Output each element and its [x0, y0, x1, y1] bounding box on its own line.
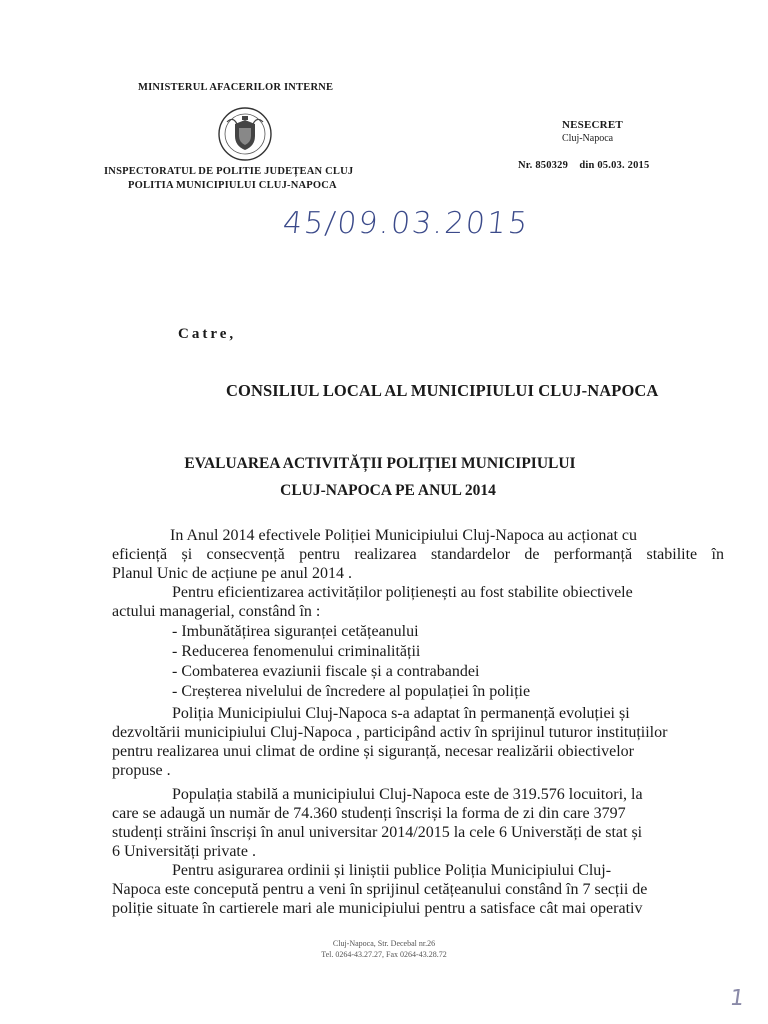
- police-crest-icon: [213, 106, 277, 162]
- inspectorate-name: INSPECTORATUL DE POLITIE JUDEȚEAN CLUJ: [104, 166, 354, 177]
- paragraph-3-line-2: dezvoltării municipiului Cluj-Napoca , participând activ în sprijinul tuturor instituțiilor: [112, 724, 668, 741]
- document-title-line-1: EVALUAREA ACTIVITĂȚII POLIȚIEI MUNICIPIULUI: [184, 455, 576, 472]
- header-city: Cluj-Napoca: [562, 133, 614, 144]
- paragraph-3-line-3: pentru realizarea unui climat de ordine și siguranță, necesar realizării obiectivelor: [112, 743, 634, 760]
- classification-label: NESECRET: [562, 119, 623, 131]
- police-name: POLITIA MUNICIPIULUI CLUJ-NAPOCA: [128, 180, 337, 191]
- addressee-council: CONSILIUL LOCAL AL MUNICIPIULUI CLUJ-NAPOCA: [226, 381, 659, 400]
- objective-item: - Combaterea evaziunii fiscale și a contrabandei: [172, 663, 480, 680]
- paragraph-5-line-2: Napoca este concepută pentru a veni în sprijinul cetățeanului constând în 7 secții de: [112, 881, 648, 898]
- document-number: Nr. 850329 din 05.03. 2015: [518, 160, 650, 171]
- paragraph-4-line-2: care se adaugă un număr de 74.360 studenți înscriși la forma de zi din care 3797: [112, 805, 626, 822]
- footer-phone: Tel. 0264-43.27.27, Fax 0264-43.28.72: [321, 950, 447, 959]
- ministry-name: MINISTERUL AFACERILOR INTERNE: [138, 82, 334, 93]
- objective-item: - Reducerea fenomenului criminalității: [172, 643, 421, 660]
- objective-item: - Imbunătățirea siguranței cetățeanului: [172, 623, 419, 640]
- paragraph-2-line-1: Pentru eficientizarea activităților polițienești au fost stabilite obiectivele: [172, 584, 633, 601]
- paragraph-1-line-3: Planul Unic de acțiune pe anul 2014 .: [112, 565, 352, 582]
- paragraph-1-line-2: eficiență și consecvență pentru realizarea standardelor de performanță stabilite în: [112, 546, 724, 563]
- objective-item: - Creșterea nivelului de încredere al populației în poliție: [172, 683, 531, 700]
- paragraph-3-line-4: propuse .: [112, 762, 171, 779]
- document-title-line-2: CLUJ-NAPOCA PE ANUL 2014: [280, 482, 496, 499]
- addressee-salutation: Catre,: [178, 326, 237, 342]
- paragraph-5-line-1: Pentru asigurarea ordinii și liniștii publice Poliția Municipiului Cluj-: [172, 862, 612, 879]
- paragraph-4-line-1: Populația stabilă a municipiului Cluj-Napoca este de 319.576 locuitori, la: [172, 786, 643, 803]
- paragraph-5-line-3: poliție situate în cartierele mari ale municipiului pentru a satisface cât mai operativ: [112, 900, 643, 917]
- footer-address: Cluj-Napoca, Str. Decebal nr.26: [332, 939, 436, 948]
- paragraph-1-line-1: In Anul 2014 efectivele Poliției Municipiului Cluj-Napoca au acționat cu: [170, 527, 637, 544]
- paragraph-4-line-3: studenți străini înscriși în anul universitar 2014/2015 la cele 6 Universtăți de stat și: [112, 824, 643, 841]
- handwritten-page-number: 1: [728, 986, 746, 1011]
- paragraph-2-line-2: actului managerial, constând în :: [112, 603, 321, 620]
- paragraph-4-line-4: 6 Universități private .: [112, 843, 256, 860]
- paragraph-3-line-1: Poliția Municipiului Cluj-Napoca s-a adaptat în permanență evoluției și: [172, 705, 630, 722]
- handwritten-registration-number: 45/09.03.2015: [281, 206, 531, 241]
